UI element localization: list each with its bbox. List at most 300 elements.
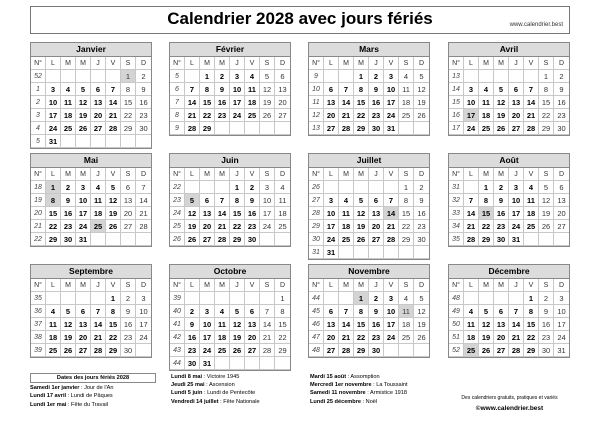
- day-cell: 10: [464, 96, 479, 109]
- day-cell: 15: [46, 207, 61, 220]
- day-cell: 25: [399, 109, 414, 122]
- month-name: Janvier: [31, 43, 151, 57]
- week-number: 9: [170, 122, 185, 135]
- day-cell: 19: [106, 207, 121, 220]
- weekday-header: M: [494, 279, 509, 292]
- day-cell: 8: [539, 83, 554, 96]
- day-cell: 28: [215, 233, 230, 246]
- day-cell: 27: [369, 233, 384, 246]
- day-cell: 14: [215, 207, 230, 220]
- day-cell: 30: [61, 233, 76, 246]
- weekday-header: J: [91, 279, 106, 292]
- day-cell: [61, 70, 76, 83]
- day-cell: 9: [539, 305, 554, 318]
- day-cell: 12: [61, 318, 76, 331]
- day-cell: 31: [554, 344, 569, 357]
- day-cell: 18: [399, 318, 414, 331]
- holiday-date: Jeudi 25 mai: [171, 382, 205, 389]
- weekday-header: M: [61, 57, 76, 70]
- day-cell: 10: [136, 305, 151, 318]
- weekday-header: S: [260, 168, 275, 181]
- month-days-grid: [449, 168, 569, 246]
- week-number: 39: [170, 292, 185, 305]
- week-number: 1: [31, 83, 46, 96]
- holiday-date: Lundi 25 décembre: [310, 398, 361, 405]
- weekday-header: L: [464, 279, 479, 292]
- holiday-cell: 15: [479, 207, 494, 220]
- day-cell: 31: [200, 357, 215, 370]
- day-cell: 18: [245, 96, 260, 109]
- holiday-name: Fête Nationale: [223, 398, 260, 405]
- day-cell: 10: [384, 305, 399, 318]
- day-cell: 26: [61, 344, 76, 357]
- month-name: Mars: [309, 43, 429, 57]
- day-cell: 1: [354, 70, 369, 83]
- day-cell: [399, 246, 414, 259]
- day-cell: 10: [554, 305, 569, 318]
- holiday-legend-item: [310, 398, 408, 406]
- day-cell: 25: [339, 233, 354, 246]
- weekday-header: V: [384, 57, 399, 70]
- month-10: [169, 264, 291, 371]
- day-cell: [61, 292, 76, 305]
- day-cell: 28: [91, 344, 106, 357]
- day-cell: 17: [509, 207, 524, 220]
- day-cell: 11: [275, 194, 290, 207]
- day-cell: 14: [524, 96, 539, 109]
- day-cell: 11: [339, 207, 354, 220]
- day-cell: 18: [339, 220, 354, 233]
- day-cell: 4: [61, 83, 76, 96]
- day-cell: 17: [554, 318, 569, 331]
- day-cell: 19: [479, 331, 494, 344]
- day-cell: [245, 292, 260, 305]
- weekday-header: N°: [449, 57, 464, 70]
- day-cell: [46, 70, 61, 83]
- month-days-grid: [31, 279, 151, 357]
- day-cell: 5: [260, 70, 275, 83]
- separator: :: [365, 390, 371, 397]
- weekday-header: L: [324, 279, 339, 292]
- day-cell: 16: [121, 318, 136, 331]
- weekday-header: M: [61, 279, 76, 292]
- week-number: 19: [31, 194, 46, 207]
- month-5: [30, 153, 152, 247]
- day-cell: 1: [479, 181, 494, 194]
- day-cell: [61, 135, 76, 148]
- day-cell: 26: [414, 109, 429, 122]
- weekday-header: N°: [309, 57, 324, 70]
- day-cell: 3: [260, 181, 275, 194]
- day-cell: 27: [275, 109, 290, 122]
- day-cell: 10: [230, 83, 245, 96]
- page-title: Calendrier 2028 avec jours fériés: [167, 9, 433, 28]
- weekday-header: S: [260, 57, 275, 70]
- day-cell: 14: [260, 318, 275, 331]
- day-cell: 2: [369, 70, 384, 83]
- week-number: 52: [31, 70, 46, 83]
- month-days-grid: [170, 168, 290, 246]
- day-cell: 27: [121, 220, 136, 233]
- week-number: 37: [31, 318, 46, 331]
- holiday-legend-col-3: [310, 373, 408, 406]
- day-cell: 30: [185, 357, 200, 370]
- day-cell: 2: [554, 70, 569, 83]
- day-cell: 15: [354, 96, 369, 109]
- day-cell: 31: [76, 233, 91, 246]
- day-cell: 12: [414, 83, 429, 96]
- day-cell: 4: [399, 70, 414, 83]
- day-cell: 6: [121, 181, 136, 194]
- day-cell: [200, 181, 215, 194]
- weekday-header: S: [121, 168, 136, 181]
- holiday-legend-item: [30, 401, 156, 409]
- day-cell: 19: [61, 331, 76, 344]
- day-cell: 14: [339, 96, 354, 109]
- day-cell: 4: [215, 305, 230, 318]
- week-number: 15: [449, 96, 464, 109]
- week-number: 13: [309, 122, 324, 135]
- day-cell: 16: [369, 318, 384, 331]
- day-cell: 25: [215, 344, 230, 357]
- day-cell: 5: [354, 194, 369, 207]
- day-cell: 24: [230, 109, 245, 122]
- week-number: 34: [449, 220, 464, 233]
- weekday-header: N°: [31, 168, 46, 181]
- day-cell: 4: [399, 292, 414, 305]
- day-cell: [464, 181, 479, 194]
- site-url: www.calendrier.best: [509, 22, 563, 28]
- weekday-header: M: [479, 279, 494, 292]
- day-cell: 22: [46, 220, 61, 233]
- day-cell: [324, 181, 339, 194]
- day-cell: 28: [260, 344, 275, 357]
- day-cell: 16: [539, 318, 554, 331]
- holiday-legend-item: [171, 398, 260, 406]
- day-cell: 15: [275, 318, 290, 331]
- holiday-legend-item: [310, 373, 408, 381]
- day-cell: 20: [509, 109, 524, 122]
- day-cell: 17: [200, 331, 215, 344]
- day-cell: [106, 70, 121, 83]
- week-number: 5: [170, 70, 185, 83]
- day-cell: 24: [464, 122, 479, 135]
- week-number: 51: [449, 331, 464, 344]
- day-cell: 13: [369, 207, 384, 220]
- month-name: Juin: [170, 154, 290, 168]
- day-cell: [91, 70, 106, 83]
- day-cell: [339, 181, 354, 194]
- day-cell: 3: [46, 83, 61, 96]
- day-cell: [106, 233, 121, 246]
- week-number: 31: [449, 181, 464, 194]
- day-cell: 8: [200, 83, 215, 96]
- day-cell: [121, 233, 136, 246]
- day-cell: 7: [339, 305, 354, 318]
- month-name: Février: [170, 43, 290, 57]
- weekday-header: M: [200, 57, 215, 70]
- weekday-header: L: [46, 57, 61, 70]
- day-cell: [464, 70, 479, 83]
- day-cell: 20: [76, 331, 91, 344]
- day-cell: 17: [136, 318, 151, 331]
- weekday-header: V: [524, 279, 539, 292]
- day-cell: 24: [200, 344, 215, 357]
- weekday-header: J: [509, 168, 524, 181]
- month-12: [448, 264, 570, 358]
- day-cell: 18: [479, 109, 494, 122]
- holiday-legend-item: [171, 389, 260, 397]
- day-cell: 2: [121, 292, 136, 305]
- weekday-header: L: [185, 168, 200, 181]
- weekday-header: J: [230, 57, 245, 70]
- day-cell: 14: [185, 96, 200, 109]
- day-cell: 16: [136, 96, 151, 109]
- day-cell: [369, 181, 384, 194]
- week-number: 36: [31, 305, 46, 318]
- day-cell: [230, 357, 245, 370]
- day-cell: 7: [384, 194, 399, 207]
- day-cell: [324, 292, 339, 305]
- day-cell: 4: [245, 70, 260, 83]
- day-cell: 10: [324, 207, 339, 220]
- month-name: Novembre: [309, 265, 429, 279]
- week-number: 24: [170, 207, 185, 220]
- day-cell: 11: [245, 83, 260, 96]
- weekday-header: N°: [170, 168, 185, 181]
- weekday-header: M: [61, 168, 76, 181]
- day-cell: 4: [524, 181, 539, 194]
- day-cell: 9: [121, 305, 136, 318]
- day-cell: [384, 344, 399, 357]
- holiday-legend-col-2: [171, 373, 260, 406]
- week-number: 49: [449, 305, 464, 318]
- week-number: 29: [309, 220, 324, 233]
- day-cell: 24: [76, 220, 91, 233]
- day-cell: 27: [324, 344, 339, 357]
- holiday-name: La Toussaint: [376, 382, 408, 389]
- day-cell: 12: [260, 83, 275, 96]
- day-cell: [185, 292, 200, 305]
- weekday-header: S: [539, 168, 554, 181]
- day-cell: 27: [91, 122, 106, 135]
- weekday-header: N°: [170, 279, 185, 292]
- weekday-header: L: [46, 168, 61, 181]
- day-cell: 21: [524, 109, 539, 122]
- month-days-grid: [309, 168, 429, 259]
- day-cell: [136, 344, 151, 357]
- day-cell: [91, 233, 106, 246]
- week-number: 8: [170, 109, 185, 122]
- day-cell: 24: [509, 220, 524, 233]
- day-cell: 2: [539, 292, 554, 305]
- day-cell: 14: [136, 194, 151, 207]
- week-number: 16: [449, 109, 464, 122]
- day-cell: 1: [399, 181, 414, 194]
- week-number: 48: [449, 292, 464, 305]
- weekday-header: M: [339, 168, 354, 181]
- month-4: [448, 42, 570, 136]
- holiday-cell: 11: [399, 305, 414, 318]
- day-cell: 8: [106, 305, 121, 318]
- day-cell: [215, 181, 230, 194]
- holiday-name: Jour de l'An: [84, 385, 114, 392]
- day-cell: 13: [121, 194, 136, 207]
- day-cell: 16: [185, 331, 200, 344]
- day-cell: [479, 292, 494, 305]
- weekday-header: J: [509, 57, 524, 70]
- day-cell: 15: [230, 207, 245, 220]
- month-days-grid: [31, 57, 151, 148]
- separator: :: [218, 398, 224, 405]
- day-cell: 12: [494, 96, 509, 109]
- holiday-date: Lundi 8 mai: [171, 374, 203, 380]
- day-cell: 20: [200, 220, 215, 233]
- weekday-header: V: [245, 57, 260, 70]
- weekday-header: M: [494, 57, 509, 70]
- month-name: Décembre: [449, 265, 569, 279]
- day-cell: 17: [324, 220, 339, 233]
- day-cell: 14: [91, 318, 106, 331]
- day-cell: 8: [354, 83, 369, 96]
- day-cell: 1: [230, 181, 245, 194]
- day-cell: 2: [494, 181, 509, 194]
- day-cell: 1: [539, 70, 554, 83]
- day-cell: 20: [494, 331, 509, 344]
- day-cell: 27: [554, 220, 569, 233]
- day-cell: 1: [275, 292, 290, 305]
- holiday-name: Noël: [365, 398, 378, 405]
- day-cell: 21: [185, 109, 200, 122]
- month-days-grid: [170, 279, 290, 370]
- day-cell: 22: [479, 220, 494, 233]
- weekday-header: J: [91, 168, 106, 181]
- weekday-header: S: [260, 279, 275, 292]
- day-cell: [260, 122, 275, 135]
- day-cell: 15: [399, 207, 414, 220]
- day-cell: 13: [200, 207, 215, 220]
- day-cell: 24: [554, 331, 569, 344]
- day-cell: 7: [91, 305, 106, 318]
- weekday-header: J: [230, 279, 245, 292]
- weekday-header: M: [494, 168, 509, 181]
- day-cell: 2: [215, 70, 230, 83]
- day-cell: 29: [354, 122, 369, 135]
- month-days-grid: [309, 279, 429, 357]
- day-cell: 4: [91, 181, 106, 194]
- day-cell: 30: [414, 233, 429, 246]
- day-cell: 13: [324, 318, 339, 331]
- day-cell: [215, 122, 230, 135]
- day-cell: 20: [324, 109, 339, 122]
- day-cell: 15: [539, 96, 554, 109]
- day-cell: 28: [509, 344, 524, 357]
- week-number: 46: [309, 318, 324, 331]
- day-cell: [354, 246, 369, 259]
- day-cell: 21: [509, 331, 524, 344]
- day-cell: [369, 246, 384, 259]
- weekday-header: D: [554, 279, 569, 292]
- weekday-header: V: [106, 279, 121, 292]
- day-cell: 24: [260, 220, 275, 233]
- day-cell: [185, 70, 200, 83]
- day-cell: 12: [539, 194, 554, 207]
- day-cell: 29: [524, 344, 539, 357]
- day-cell: [339, 292, 354, 305]
- week-number: 47: [309, 331, 324, 344]
- day-cell: [230, 292, 245, 305]
- day-cell: 3: [384, 292, 399, 305]
- day-cell: 23: [414, 220, 429, 233]
- month-11: [308, 264, 430, 358]
- day-cell: [354, 181, 369, 194]
- day-cell: 1: [200, 70, 215, 83]
- weekday-header: M: [354, 279, 369, 292]
- day-cell: [121, 135, 136, 148]
- holiday-legend-item: [310, 381, 408, 389]
- day-cell: 20: [245, 331, 260, 344]
- week-number: 10: [309, 83, 324, 96]
- day-cell: 29: [106, 344, 121, 357]
- day-cell: 29: [121, 122, 136, 135]
- day-cell: 1: [106, 292, 121, 305]
- day-cell: [384, 246, 399, 259]
- day-cell: 26: [354, 233, 369, 246]
- day-cell: 29: [46, 233, 61, 246]
- weekday-header: J: [369, 168, 384, 181]
- holiday-date: Lundi 1er mai: [30, 401, 67, 408]
- day-cell: 4: [275, 181, 290, 194]
- day-cell: 19: [539, 207, 554, 220]
- day-cell: 28: [339, 344, 354, 357]
- weekday-header: V: [106, 57, 121, 70]
- day-cell: [230, 122, 245, 135]
- day-cell: 18: [524, 207, 539, 220]
- week-number: 9: [309, 70, 324, 83]
- day-cell: 3: [136, 292, 151, 305]
- month-days-grid: [31, 168, 151, 246]
- weekday-header: D: [136, 168, 151, 181]
- day-cell: 2: [61, 181, 76, 194]
- day-cell: 23: [136, 109, 151, 122]
- day-cell: 23: [215, 109, 230, 122]
- weekday-header: M: [215, 57, 230, 70]
- footer-site: ©www.calendrier.best: [475, 405, 544, 412]
- day-cell: 3: [509, 181, 524, 194]
- holiday-cell: 5: [185, 194, 200, 207]
- day-cell: 7: [339, 83, 354, 96]
- day-cell: 27: [324, 122, 339, 135]
- day-cell: [215, 357, 230, 370]
- day-cell: 23: [185, 344, 200, 357]
- week-number: 31: [309, 246, 324, 259]
- holiday-cell: 1: [46, 181, 61, 194]
- day-cell: 20: [554, 207, 569, 220]
- separator: :: [66, 393, 71, 400]
- weekday-header: M: [339, 57, 354, 70]
- day-cell: 19: [230, 331, 245, 344]
- day-cell: 11: [524, 194, 539, 207]
- day-cell: 30: [245, 233, 260, 246]
- day-cell: 12: [414, 305, 429, 318]
- day-cell: 27: [494, 344, 509, 357]
- day-cell: 23: [539, 331, 554, 344]
- separator: :: [202, 390, 208, 397]
- day-cell: 26: [539, 220, 554, 233]
- separator: :: [371, 382, 377, 389]
- weekday-header: J: [369, 279, 384, 292]
- weekday-header: L: [185, 279, 200, 292]
